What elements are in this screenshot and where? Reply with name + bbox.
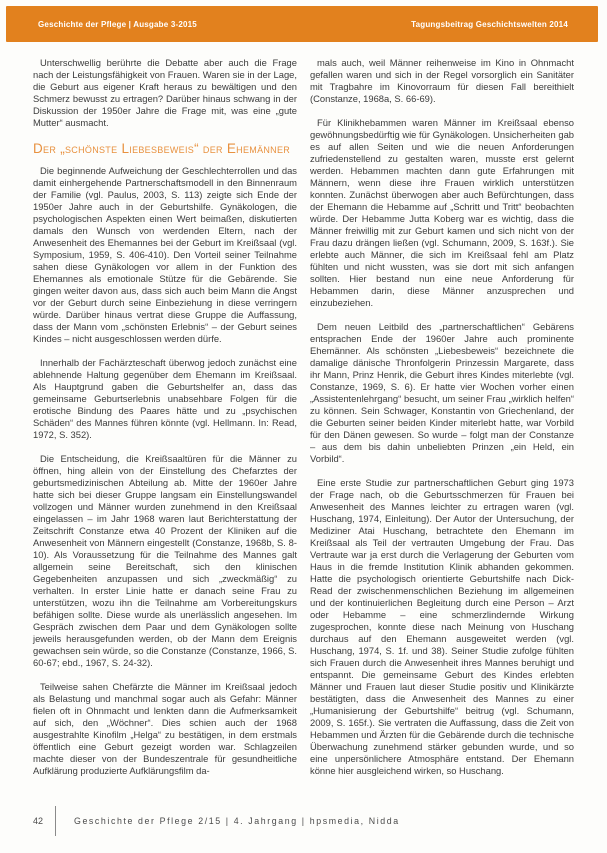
paragraph: Teilweise sahen Chefärzte die Männer im Kreißsaal jedoch als Belastung und manchmal sogar auch als Gefahr: Männer fielen oft in Ohnmacht und lenkten dann die Aufmerksamkeit auf sich, den „Wöchner“. Dies schien auch der 1968 ausgestrahlte Kinofilm „Helga“ zu bestätigen, in dem erstmals öffentlich eine Geburt gezeigt worden war. Schlagzeilen machte dieser von der Bundeszentrale für gesundheitliche Aufklärung produzierte Aufklärungsfilm da- [33, 681, 297, 776]
right-column [310, 57, 574, 777]
paragraph: Unterschwellig berührte die Debatte aber auch die Frage nach der Leistungsfähigkeit von Frauen. Waren sie in der Lage, die Geburt aus eigener Kraft heraus zu bewältigen und den Schmerz bewusst zu ertragen? Darüber hinaus schwang in der Diskussion der 1950er Jahre die Frage mit, was eine „gute Mutter“ ausmacht. [33, 57, 297, 128]
page-footer [33, 806, 574, 836]
paragraph: Dem neuen Leitbild des „partnerschaftlichen“ Gebärens entsprachen Ende der 1960er Jahre auch prominente Ehemänner. Als schönsten „Liebesbeweis“ bezeichnete die damalige dänische Thronfolgerin Prinzessin Margarete, dass ihr Mann, Prinz Henrik, die Geburt ihres Kindes miterlebte (vgl. Constanze, 1969, S. 6). Er hatte vier Wochen vorher einen „Assistentenlehrgang“ besucht, um seiner Frau „wirklich helfen“ zu können. Sein Schwager, Konstantin von Griechenland, der die Geburten seiner beiden Kinder miterlebt hatte, war Vorbild für den Dänen gewesen. So wurde – folgt man der Constanze – aus dem bis dahin unbeliebten Prinzen „ein Held, ein Vorbild“. [310, 321, 574, 464]
page-header [6, 6, 598, 42]
header-journal-title: Geschichte der Pflege | Ausgabe 3-2015 [38, 19, 197, 29]
paragraph: Die Entscheidung, die Kreißsaaltüren für die Männer zu öffnen, hing allein von der Einstellung des Chefarztes der geburtsmedizinischen Abteilung ab. Mitte der 1960er Jahre hatte sich bei dieser Gruppe langsam ein Einstellungswandel vollzogen und Männer wurden zunehmend in den Kreißsaal eingelassen – im Jahr 1968 waren laut Berichterstattung der Zeitschrift Constanze etwa 40 Prozent der Kliniken auf die Anwesenheit von Männern eingestellt (Constanze, 1968b, S. 8-10). Als Voraussetzung für die Teilnahme des Mannes galt allgemein seine Bereitschaft, sich den klinischen Gegebenheiten anzupassen und sich „zweckmäßig“ zu verhalten. In erster Linie hatte er danach seine Frau zu unterstützen, wozu ihn die Teilnahme am Vorbereitungskurs befähigen sollte. Diese wurde als unerlässlich angesehen. Im Gespräch zwischen dem Paar und dem Gynäkologen sollte jeweils herausgefunden werden, ob der Mann dem Ereignis gewachsen sein würde, so die Constanze (Constanze, 1966, S. 60-67; ebd., 1967, S. 24-32). [33, 453, 297, 668]
footer-journal-line: Geschichte der Pflege 2/15 | 4. Jahrgang | hpsmedia, Nidda [74, 816, 400, 826]
article-body [33, 57, 574, 777]
paragraph: mals auch, weil Männer reihenweise im Kino in Ohnmacht gefallen waren und sich in der Regel vorsorglich ein Sanitäter mit Tragbahre im Kinovorraum für diesen Fall bereithielt (Constanze, 1968a, S. 66-69). [310, 57, 574, 104]
paragraph: Innerhalb der Fachärzteschaft überwog jedoch zunächst eine ablehnende Haltung gegenüber dem Ehemann im Kreißsaal. Als Hauptgrund gaben die Geburtshelfer an, dass das gemeinsame Geburtserlebnis unabsehbare Folgen für die erotische Bindung des Paares hätte und zu „psychischen Schäden“ des Mannes führen könnte (vgl. Hellmann. In: Read, 1972, S. 352). [33, 357, 297, 440]
page-number: 42 [33, 816, 44, 826]
paragraph: Eine erste Studie zur partnerschaftlichen Geburt ging 1973 der Frage nach, ob die Geburtsschmerzen für Frauen bei Anwesenheit des Mannes leichter zu ertragen waren (vgl. Huschang, 1974, Einleitung). Der Autor der Untersuchung, der Mediziner Atai Huschang, betrachtete den Ehemann im Kreißsaal als Teil der vertrauten Umgebung der Frau. Das Vertraute war ja erst durch die Verlagerung der Geburten vom Haus in die fremde Institution Klinik abhanden gekommen. Hatte die psychologisch orientierte Geburtshilfe nach Dick-Read der zwischenmenschlichen Beziehung im allgemeinen und der kontinuierlichen Begleitung durch eine Person – Arzt oder Hebamme – eine schmerzlindernde Wirkung zugesprochen, konnte diese nach Meinung von Huschang durchaus auf den Ehemann ausgeweitet werden (vgl. Huschang, 1974, S. 1f. und 38). Seiner Studie zufolge fühlten sich Frauen durch die Anwesenheit ihres Mannes beruhigt und entspannt. Die gemeinsame Geburt des Kindes erlebten Männer und Frauen laut dieser Studie positiv und Klinikärzte bestätigten, dass die Anwesenheit des Mannes zu einer „Humanisierung der Geburtshilfe“ beitrug (vgl. Schumann, 2009, S. 165f.). Sie vertraten die Auffassung, dass die Zeit von Hebammen und Ärzten für die Gebärende durch die technische Überwachung zunehmend stärker gebunden wurde, und so eine unpersönlichere Atmosphäre entstand. Der Ehemann könne hier ausgleichend wirken, so Huschang. [310, 477, 574, 776]
paragraph: Für Klinikhebammen waren Männer im Kreißsaal ebenso gewöhnungsbedürftig wie für Gynäkologen. Unsicherheiten gab es auf allen Seiten und wie die neuen Anforderungen zufriedenstellend zu gestalten waren, musste erst gelernt werden. Hebammen machten dann gute Erfahrungen mit Männern, wenn diese ihre Frauen wirklich unterstützen konnten. Zunächst überwogen aber auch Befürchtungen, dass der Ehemann die Hebamme auf „Schritt und Tritt“ beobachten würde. Der Hebamme Jutta Koberg war es wichtig, dass die Männer freiwillig mit zur Geburt kamen und sich nicht von der Frau dazu drängen ließen (vgl. Schumann, 2009, S. 163f.). Sie erlebte auch Männer, die sich im Kreißsaal fehl am Platz fühlten und nicht wussten, was sie dort mit sich anfangen sollten. Hier bestand nun eine neue Anforderung für Hebammen darin, diese Männer anzusprechen und einzubeziehen. [310, 117, 574, 308]
left-column [33, 57, 297, 777]
section-heading: Der „schönste Liebesbeweis“ der Ehemänner [33, 141, 291, 156]
paragraph: Die beginnende Aufweichung der Geschlechterrollen und das damit einhergehende Partnerschaftsmodell in den Binnenraum der Familie (vgl. Paulus, 2003, S. 113) zeigte sich Ende der 1950er Jahre auch in der Geburtshilfe. Gynäkologen, die psychologischen Aspekten einen Wert beimaßen, diskutierten damals den Wunsch von werdenden Eltern, nach der Anwesenheit des Ehemannes bei der Geburt im Kreißsaal (vgl. Symposium, 1959, S. 406-410). Den Vorteil seiner Teilnahme sahen diese Gynäkologen vor allem in der Funktion des Ehemannes als emotionale Stütze für die Gebärende. Sie gingen weiter davon aus, dass sich auch beim Mann die Angst vor der Geburt durch seine Einbeziehung in diese verringern würde. Darüber hinaus vertrat diese Gruppe die Auffassung, dass der Mann vom „schönsten Erlebnis“ – der Geburt seines Kindes – nicht ausgeschlossen werden dürfe. [33, 165, 297, 344]
header-article-category: Tagungsbeitrag Geschichtswelten 2014 [411, 19, 568, 29]
footer-divider [55, 806, 56, 836]
